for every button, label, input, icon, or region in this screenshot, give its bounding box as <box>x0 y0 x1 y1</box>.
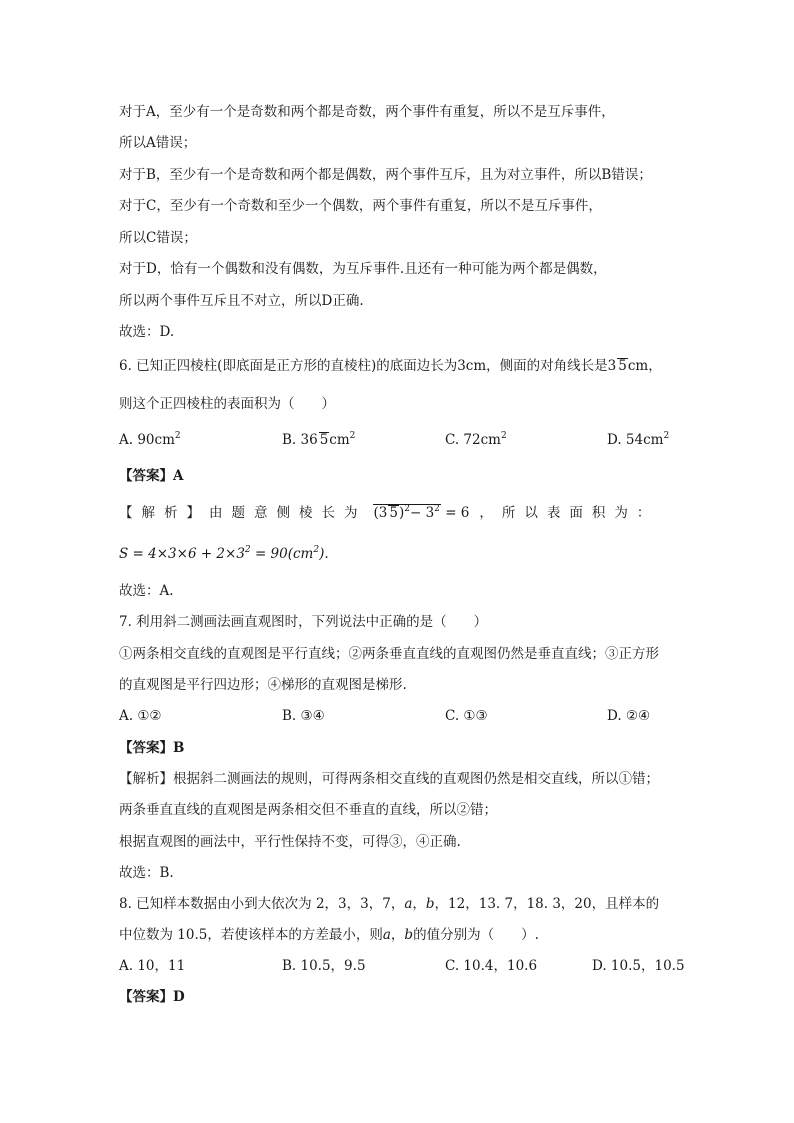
q7-body-line2: 的直观图是平行四边形；④梯形的直观图是梯形. <box>119 677 407 693</box>
q6-analysis-label: 【解析】由题意侧棱长为 <box>119 505 367 521</box>
q7-choose: 故选：B. <box>119 865 174 881</box>
q6-option-c: C. $72cm^2$ <box>445 431 507 448</box>
q7-analysis-line3: 根据直观图的画法中，平行性保持不变，可得③，④正确. <box>119 834 461 850</box>
q6-option-a: A. $90cm^2$ <box>119 431 181 448</box>
q6-option-d: D. $54cm^2$ <box>607 431 670 448</box>
q7-option-b: B. ③④ <box>282 708 325 724</box>
q6-formula: $S = 4\times 3\times 6 + 2\times 3^2 = 90(cm^2)$. <box>119 545 329 562</box>
sqrt-symbol: (3 $5)^2- 3^2$ <box>373 504 440 521</box>
text-line: 所以C错误； <box>119 230 197 246</box>
text-line: 对于B，至少有一个是奇数和两个都是偶数，两个事件互斥，且为对立事件，所以B错误； <box>119 167 652 183</box>
q8-option-c: C. 10.4，10.6 <box>445 958 538 974</box>
q6-stem-unit: cm， <box>627 358 662 374</box>
q8-option-d: D. 10.5，10.5 <box>592 958 685 974</box>
q6-stem-radicand: 5 <box>618 358 627 374</box>
q8-answer: 【答案】D <box>119 989 185 1005</box>
q7-option-c: C. ①③ <box>445 708 488 724</box>
q7-option-a: A. ①② <box>119 708 162 724</box>
question-6-stem-line2: 则这个正四棱柱的表面积为（ ） <box>119 396 335 412</box>
q6-analysis: 【解析】由题意侧棱长为 (3 $5)^2- 3^2 = 6$ ，所以表面积为： <box>119 504 660 521</box>
text-line: 所以两个事件互斥且不对立，所以D正确. <box>119 293 364 309</box>
text-line: 对于A，至少有一个是奇数和两个都是奇数，两个事件有重复，所以不是互斥事件， <box>119 104 615 120</box>
q6-choose: 故选：A. <box>119 583 174 599</box>
sqrt-symbol: 5 <box>319 432 329 448</box>
question-8-stem-line2: 中位数为 10.5，若使该样本的方差最小，则a，b的值分别为（ ）. <box>119 927 539 943</box>
text-line: 所以A错误； <box>119 135 197 151</box>
text-line: 对于D，恰有一个偶数和没有偶数，为互斥事件.且还有一种可能为两个都是偶数， <box>119 261 607 277</box>
sqrt-symbol: 5 <box>389 505 398 521</box>
q7-analysis-line1: 【解析】根据斜二测画法的规则，可得两条相交直线的直观图仍然是相交直线，所以①错； <box>119 771 659 787</box>
question-7-stem: 7. 利用斜二测画法画直观图时，下列说法中正确的是（ ） <box>119 614 488 630</box>
q7-body-line1: ①两条相交直线的直观图是平行直线；②两条垂直直线的直观图仍然是垂直直线；③正方形 <box>119 646 659 662</box>
q6-answer: 【答案】A <box>119 468 184 484</box>
var-b: b <box>425 896 435 912</box>
q6-option-b: B. 36 $5cm^2$ <box>282 431 356 448</box>
q6-stem-text: 6. 已知正四棱柱(即底面是正方形的直棱柱)的底面边长为3cm，侧面的对角线长是 <box>119 358 608 374</box>
q7-analysis-line2: 两条垂直直线的直观图是两条相交但不垂直的直线，所以②错； <box>119 802 497 818</box>
sqrt-symbol <box>617 358 628 373</box>
var-a: a <box>382 927 391 943</box>
q8-option-b: B. 10.5，9.5 <box>282 958 366 974</box>
text-line: 对于C，至少有一个奇数和至少一个偶数，两个事件有重复，所以不是互斥事件， <box>119 198 602 214</box>
var-b: b <box>404 927 414 943</box>
var-a: a <box>404 896 413 912</box>
q7-answer: 【答案】B <box>119 740 185 756</box>
question-6-stem <box>119 357 662 375</box>
q8-option-a: A. 10，11 <box>119 958 186 974</box>
q6-analysis-tail: ，所以表面积为： <box>479 505 660 521</box>
question-8-stem: 8. 已知样本数据由小到大依次为 2，3，3，7，a，b，12，13. 7，18. 3，20，且样本的 <box>119 896 660 912</box>
q7-option-d: D. ②④ <box>607 708 651 724</box>
text-line: 故选：D. <box>119 324 175 340</box>
q6-stem-coef: 3 <box>607 358 617 374</box>
